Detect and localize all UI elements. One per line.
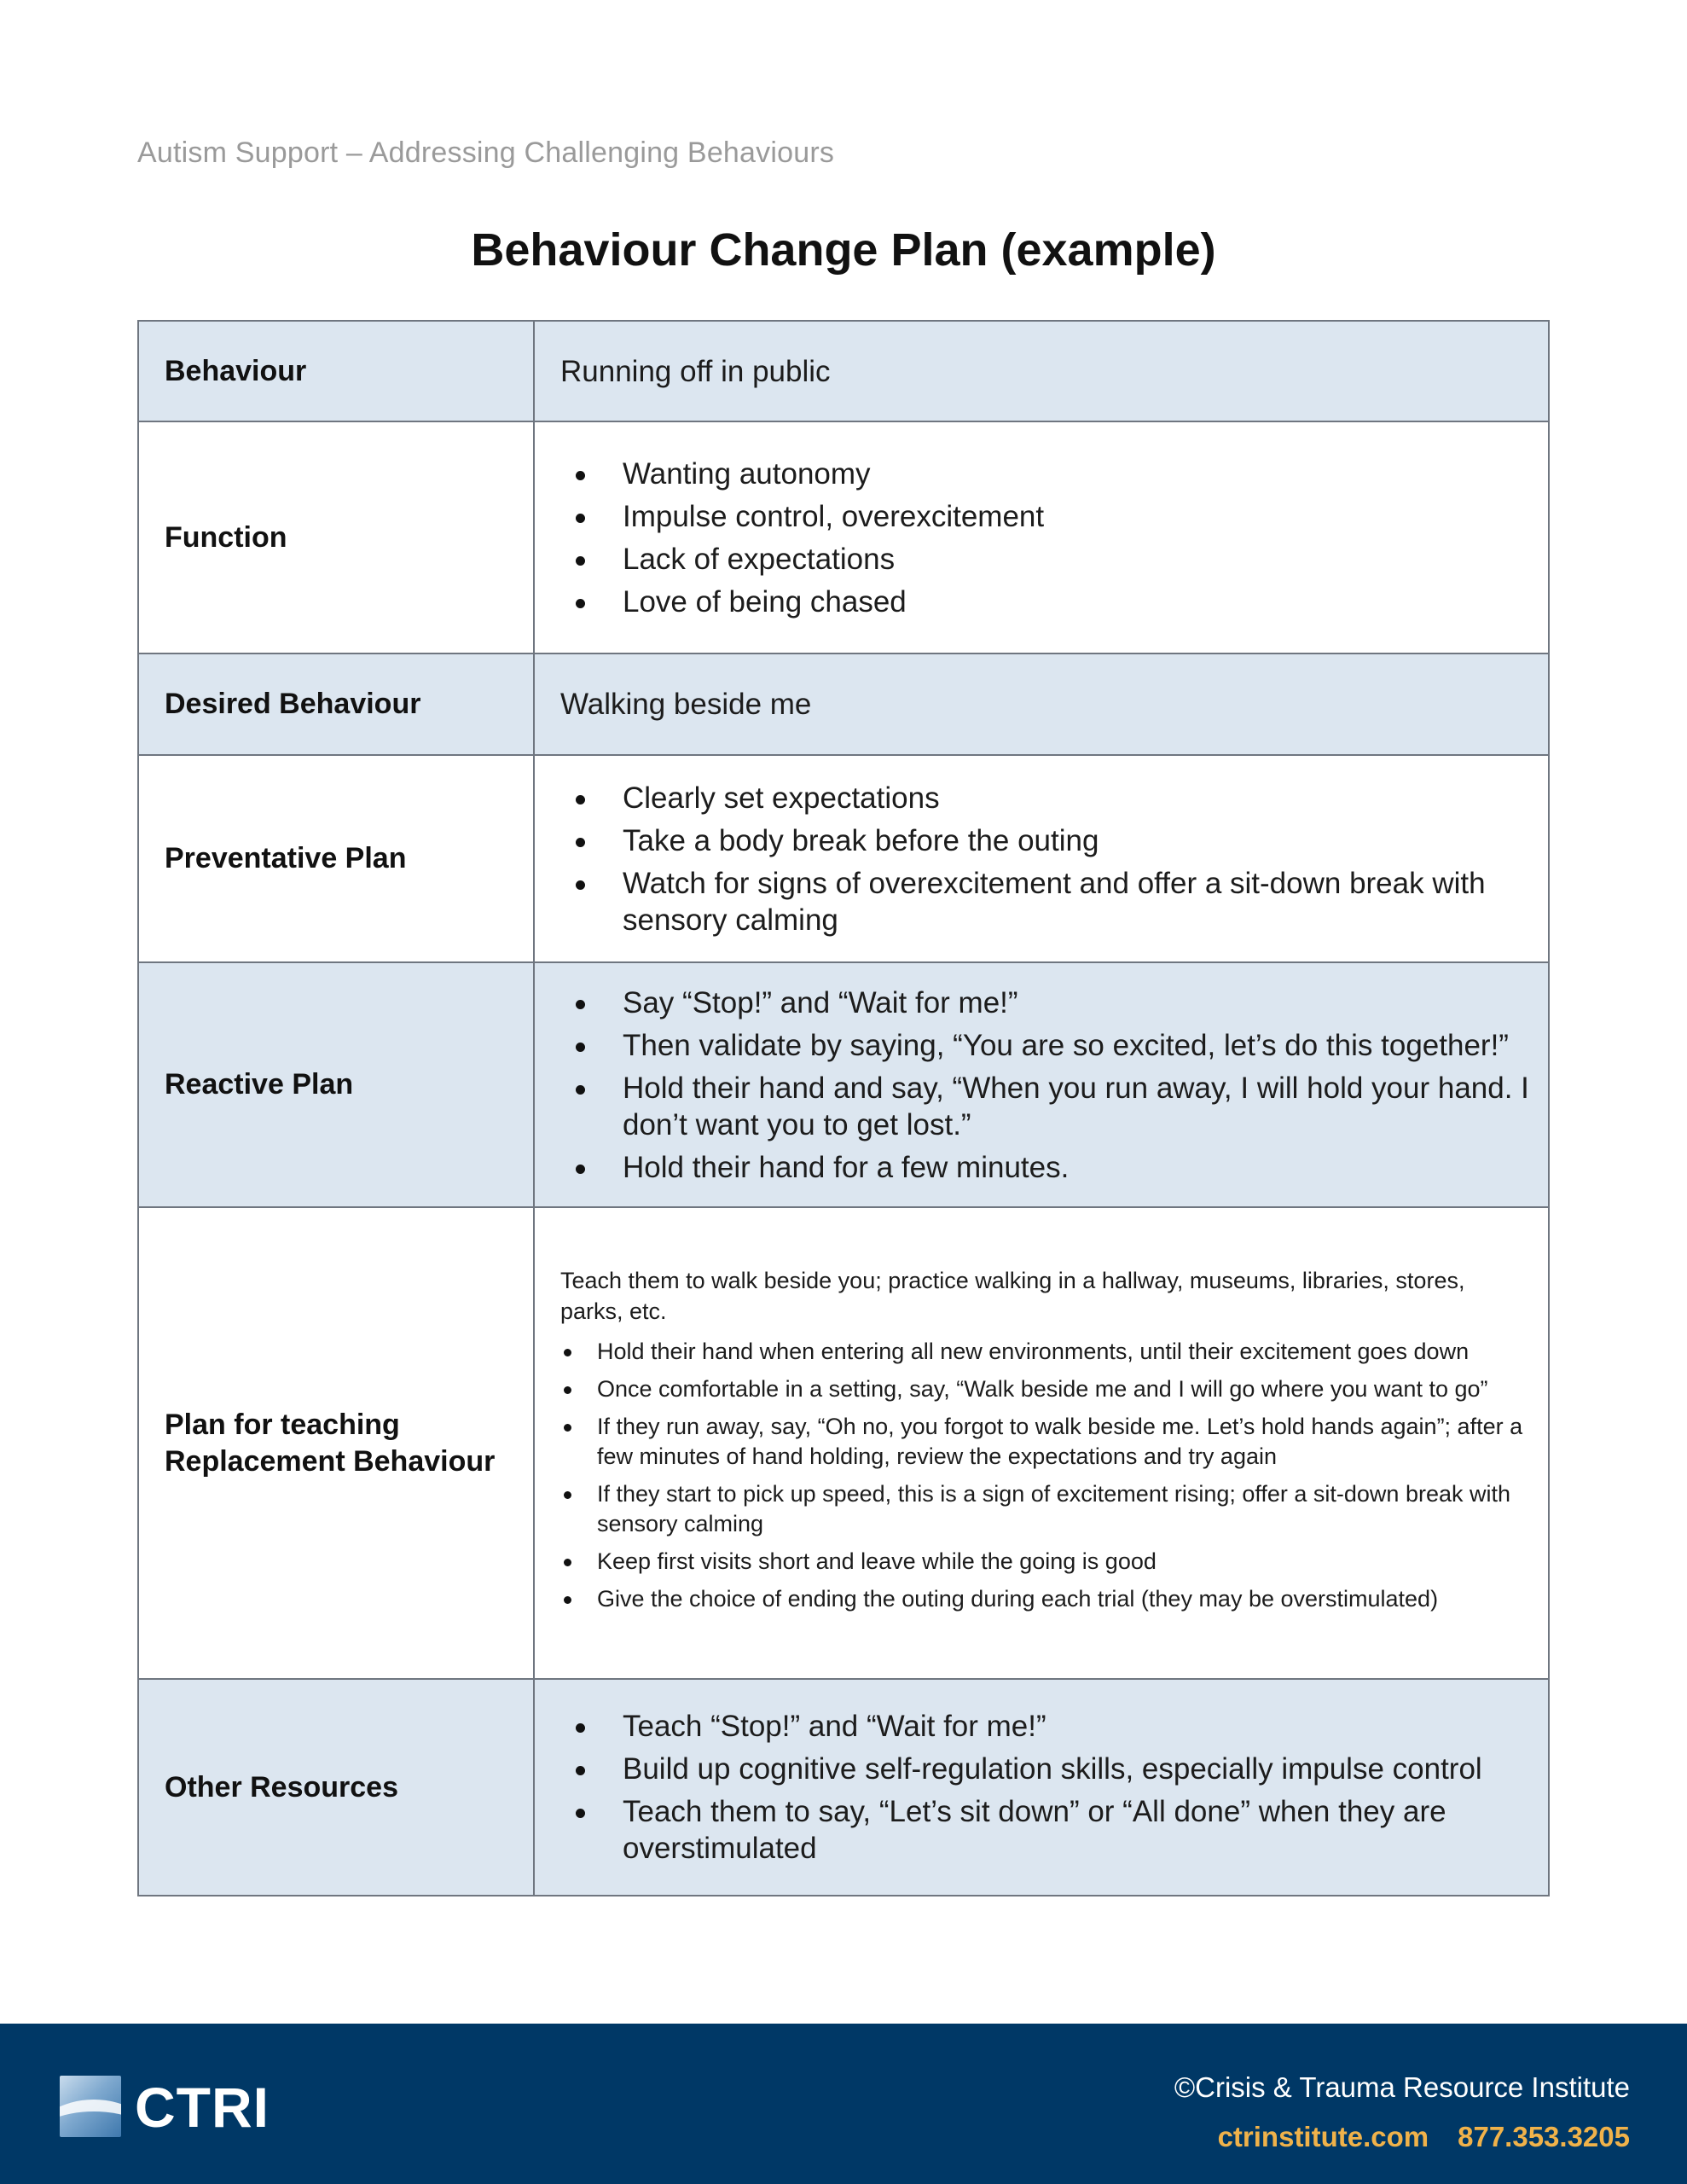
list-item: Hold their hand and say, “When you run away, I will hold your hand. I don’t want you to get lost.” [560, 1070, 1529, 1143]
row-label-line: Replacement Behaviour [165, 1444, 496, 1478]
list-item: Then validate by saying, “You are so excited, let’s do this together!” [560, 1027, 1529, 1064]
ctri-logo-text: CTRI [135, 2076, 270, 2139]
copyright-text: ©Crisis & Trauma Resource Institute [1174, 2071, 1630, 2103]
list-item: Take a body break before the outing [560, 822, 1522, 859]
other-resources-list [560, 1708, 1522, 1867]
row-label-preventative-plan: Preventative Plan [138, 755, 534, 962]
row-label-behaviour: Behaviour [138, 321, 534, 421]
website-link[interactable]: ctrinstitute.com [1217, 2121, 1429, 2152]
list-item: If they start to pick up speed, this is a sign of excitement rising; offer a sit-down break with sensory calming [560, 1479, 1524, 1539]
list-item: If they run away, say, “Oh no, you forgot to walk beside me. Let’s hold hands again”; after a few minutes of hand holding, review the expectations and try again [560, 1412, 1524, 1472]
row-value-other-resources [534, 1679, 1549, 1896]
table-row-other-resources [138, 1679, 1549, 1896]
table-row-behaviour [138, 321, 1549, 421]
row-label-reactive-plan: Reactive Plan [138, 962, 534, 1207]
document-subtitle: Autism Support – Addressing Challenging Behaviours [137, 136, 835, 169]
row-value-replacement-plan [534, 1207, 1549, 1679]
reactive-plan-list [560, 985, 1529, 1186]
list-item: Say “Stop!” and “Wait for me!” [560, 985, 1529, 1021]
phone-number: 877.353.3205 [1458, 2121, 1630, 2152]
list-item: Lack of expectations [560, 541, 1522, 578]
list-item: Love of being chased [560, 584, 1522, 620]
row-label-line: Plan for teaching [165, 1408, 400, 1441]
row-label-other-resources: Other Resources [138, 1679, 534, 1896]
row-label-replacement-plan [138, 1207, 534, 1679]
preventative-plan-list [560, 780, 1522, 938]
list-item: Teach them to say, “Let’s sit down” or “All done” when they are overstimulated [560, 1793, 1522, 1867]
list-item: Hold their hand when entering all new environments, until their excitement goes down [560, 1337, 1524, 1367]
list-item: Once comfortable in a setting, say, “Walk beside me and I will go where you want to go” [560, 1374, 1524, 1404]
list-item: Give the choice of ending the outing during each trial (they may be overstimulated) [560, 1584, 1524, 1614]
list-item: Teach “Stop!” and “Wait for me!” [560, 1708, 1522, 1745]
page-title: Behaviour Change Plan (example) [471, 224, 1216, 276]
table-row-function [138, 421, 1549, 653]
table-row-desired-behaviour [138, 653, 1549, 755]
list-item: Build up cognitive self-regulation skills, especially impulse control [560, 1751, 1522, 1787]
function-list [560, 456, 1522, 620]
table-row-reactive-plan [138, 962, 1549, 1207]
replacement-plan-list [560, 1337, 1524, 1614]
row-value-desired-behaviour: Walking beside me [534, 653, 1549, 755]
list-item: Keep first visits short and leave while the going is good [560, 1547, 1524, 1577]
row-value-preventative-plan [534, 755, 1549, 962]
list-item: Impulse control, overexcitement [560, 498, 1522, 535]
list-item: Wanting autonomy [560, 456, 1522, 492]
list-item: Clearly set expectations [560, 780, 1522, 816]
replacement-plan-intro: Teach them to walk beside you; practice walking in a hallway, museums, libraries, stores, parks, etc. [560, 1267, 1465, 1324]
table-row-replacement-plan [138, 1207, 1549, 1679]
list-item: Watch for signs of overexcitement and offer a sit-down break with sensory calming [560, 865, 1522, 938]
row-value-function [534, 421, 1549, 653]
row-label-function: Function [138, 421, 534, 653]
row-label-desired-behaviour: Desired Behaviour [138, 653, 534, 755]
ctri-logo-icon [60, 2076, 121, 2137]
list-item: Hold their hand for a few minutes. [560, 1149, 1529, 1186]
page-footer [0, 2024, 1687, 2184]
row-value-behaviour: Running off in public [534, 321, 1549, 421]
row-value-reactive-plan [534, 962, 1549, 1207]
contact-info [1218, 2121, 1630, 2153]
table-row-preventative-plan [138, 755, 1549, 962]
behaviour-plan-table [137, 320, 1550, 1896]
